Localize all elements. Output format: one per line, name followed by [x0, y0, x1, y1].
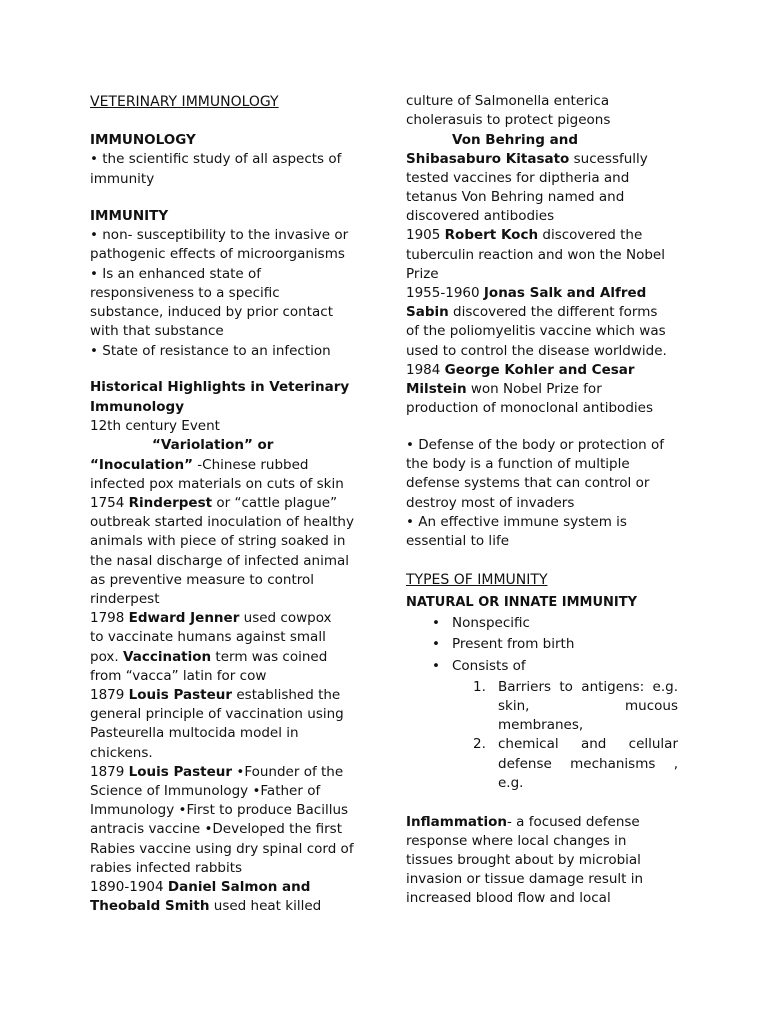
immunology-definition-line: • the scientific study of all aspects of: [90, 151, 342, 167]
defense-point-line: • Defense of the body or protection of: [406, 437, 664, 453]
immunity-point-line: • non- susceptibility to the invasive or: [90, 227, 349, 243]
event-line: infected pox materials on cuts of skin: [90, 476, 344, 492]
event-line: production of monoclonal antibodies: [406, 400, 653, 416]
defense-point-line: essential to life: [406, 533, 509, 549]
event-line: tuberculin reaction and won the Nobel: [406, 247, 665, 263]
inflammation-line: tissues brought about by microbial: [406, 852, 641, 868]
event-line: culture of Salmonella enterica: [406, 93, 610, 109]
event-line: 1890-1904 Daniel Salmon and: [90, 879, 311, 895]
event-line: Theobald Smith used heat killed: [90, 898, 322, 914]
immunology-heading: IMMUNOLOGY: [90, 132, 196, 148]
event-line: Science of Immunology •Father of: [90, 783, 321, 799]
event-line: Sabin discovered the different forms: [406, 304, 658, 320]
event-line: discovered antibodies: [406, 208, 555, 224]
historical-highlights-heading: Historical Highlights in Veterinary: [90, 379, 350, 395]
event-line: tested vaccines for diptheria and: [406, 170, 630, 186]
immunity-point-line: • Is an enhanced state of: [90, 266, 262, 282]
event-line: to vaccinate humans against small: [90, 629, 326, 645]
document-title: VETERINARY IMMUNOLOGY: [90, 94, 279, 110]
inflammation-line: response where local changes in: [406, 833, 627, 849]
event-line: Milstein won Nobel Prize for: [406, 381, 602, 397]
immunology-definition-line: immunity: [90, 171, 155, 187]
event-line: rabies infected rabbits: [90, 860, 243, 876]
defense-point-line: destroy most of invaders: [406, 495, 575, 511]
event-line: “Inoculation” -Chinese rubbed: [90, 457, 309, 473]
event-line: chickens.: [90, 745, 153, 761]
event-line: tetanus Von Behring named and: [406, 189, 625, 205]
event-line: rinderpest: [90, 591, 160, 607]
event-line: outbreak started inoculation of healthy: [90, 514, 354, 530]
inflammation-line: Inflammation- a focused defense: [406, 814, 640, 830]
immunity-point-line: substance, induced by prior contact: [90, 304, 333, 320]
event-line: antracis vaccine •Developed the first: [90, 821, 342, 837]
immunity-heading: IMMUNITY: [90, 208, 169, 224]
event-line: Prize: [406, 266, 439, 282]
event-line: from “vacca” latin for cow: [90, 668, 267, 684]
event-line: 1754 Rinderpest or “cattle plague”: [90, 495, 338, 511]
event-line: 12th century Event: [90, 418, 220, 434]
immunity-point-line: pathogenic effects of microorganisms: [90, 246, 345, 262]
event-line: 1798 Edward Jenner used cowpox: [90, 610, 332, 626]
event-line: used to control the disease worldwide.: [406, 343, 667, 359]
immunity-point-line: • State of resistance to an infection: [90, 343, 331, 359]
event-line: Rabies vaccine using dry spinal cord of: [90, 841, 354, 857]
event-line: 1879 Louis Pasteur •Founder of the: [90, 764, 344, 780]
event-line: 1955-1960 Jonas Salk and Alfred: [406, 285, 647, 301]
event-line: “Variolation” or: [152, 437, 274, 453]
event-line: Immunology •First to produce Bacillus: [90, 802, 349, 818]
event-line: cholerasuis to protect pigeons: [406, 112, 611, 128]
historical-highlights-heading: Immunology: [90, 399, 185, 415]
immunity-point-line: with that substance: [90, 323, 224, 339]
defense-point-line: the body is a function of multiple: [406, 456, 630, 472]
inflammation-line: increased blood flow and local: [406, 890, 611, 906]
types-heading: TYPES OF IMMUNITY: [406, 572, 548, 588]
event-line: general principle of vaccination using: [90, 706, 344, 722]
event-line: Von Behring and: [452, 132, 578, 148]
natural-immunity-heading: NATURAL OR INNATE IMMUNITY: [406, 595, 638, 610]
defense-point-line: • An effective immune system is: [406, 514, 627, 530]
event-line: the nasal discharge of infected animal: [90, 553, 350, 569]
inflammation-line: invasion or tissue damage result in: [406, 871, 644, 887]
event-line: pox. Vaccination term was coined: [90, 649, 328, 665]
event-line: of the poliomyelitis vaccine which was: [406, 323, 666, 339]
defense-point-line: defense systems that can control or: [406, 475, 650, 491]
event-line: 1879 Louis Pasteur established the: [90, 687, 341, 703]
event-line: 1905 Robert Koch discovered the: [406, 227, 643, 243]
event-line: Shibasaburo Kitasato sucessfully: [406, 151, 648, 167]
event-line: animals with piece of string soaked in: [90, 533, 346, 549]
event-line: Pasteurella multocida model in: [90, 725, 299, 741]
immunity-point-line: responsiveness to a specific: [90, 285, 280, 301]
event-line: as preventive measure to control: [90, 572, 315, 588]
event-line: 1984 George Kohler and Cesar: [406, 362, 635, 378]
